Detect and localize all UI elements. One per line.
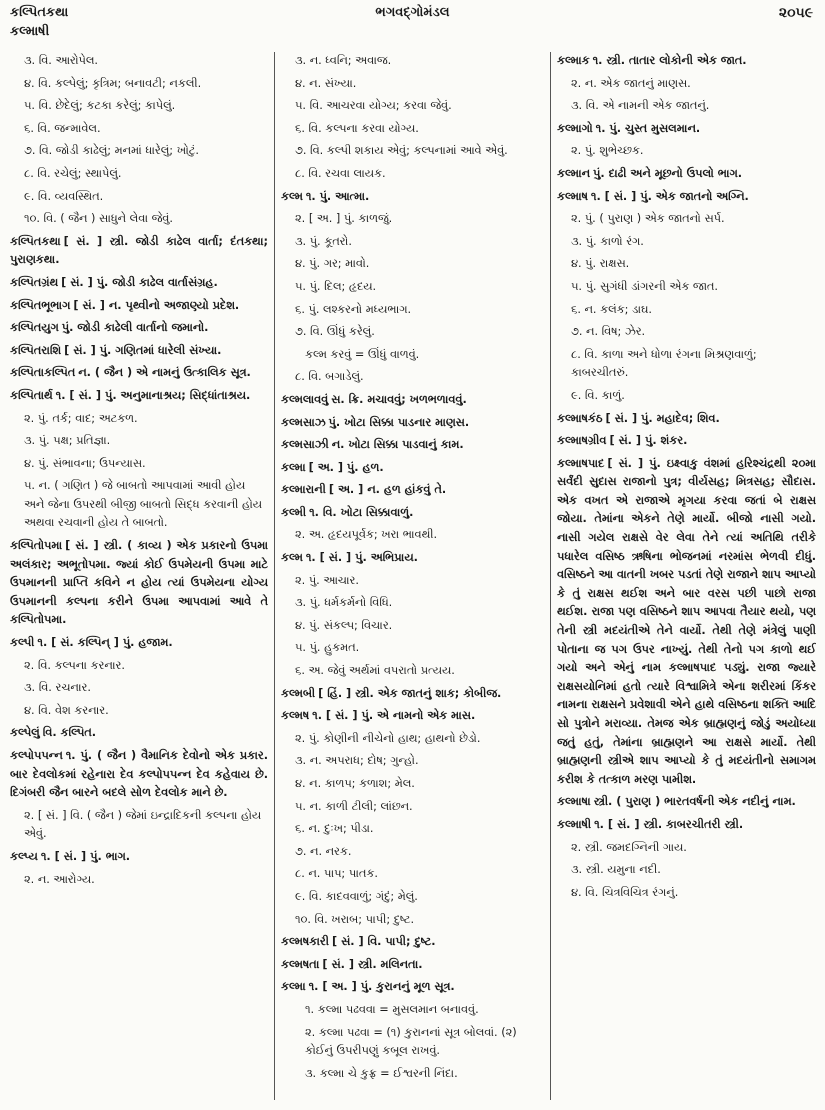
usage-example: કલ્મ કરવું = ઊંધું વાળવું. (305, 347, 420, 361)
sense-line: ૬. પું. લશ્કરનો મધ્યભાગ. (295, 302, 412, 316)
entry-headword: કલ્પિતભૂભાગ (10, 298, 71, 312)
dictionary-entry (10, 747, 268, 803)
sense-line: ૪. વિ. ચિત્રવિચિત્ર રંગનું. (571, 885, 679, 899)
dictionary-entry (10, 297, 268, 316)
column-3 (557, 52, 816, 1102)
dictionary-entry (281, 414, 543, 433)
entry-definition: સ્ત્રી. ( પુરાણ ) ભારતવર્ષની એક નદીનું નામ. (593, 795, 796, 809)
dictionary-entry (557, 188, 816, 207)
sense-line: ૨. પું. ( પુરાણ ) એક જાતનો સર્પ. (571, 212, 725, 226)
column-divider (550, 52, 551, 1100)
dictionary-entry (10, 319, 268, 338)
column-divider (274, 52, 275, 1100)
entry-headword: કલ્પિતરાશિ (10, 343, 62, 357)
dictionary-entry (281, 933, 543, 952)
dictionary-entry (10, 233, 268, 270)
sense-line: ૫. પું. દિલ; હૃદય. (295, 279, 377, 293)
sense-line: ૪. પું. ગર; માવો. (295, 257, 370, 271)
entry-headword: કલ્પી (10, 636, 35, 650)
entry-headword: કલ્માષપાદ (557, 456, 605, 470)
entry-definition: પું. ખોટા સિક્કા પાડનાર માણસ. (328, 415, 470, 429)
entry-definition: પું. દાઢી અને મૂછનો ઉપલો ભાગ. (593, 166, 743, 180)
entry-definition: ૧. પું. આત્મા. (305, 189, 370, 203)
entry-headword: કલ્પિતગ્રંથ (10, 275, 59, 289)
sense-line: ૯. વિ. કાદવવાળું; ગંદું; મેલું. (295, 889, 418, 903)
dictionary-entry (10, 364, 268, 383)
dictionary-entry (557, 120, 816, 139)
sense-line: ૩. પું. પક્ષ; પ્રતિજ્ઞા. (24, 434, 111, 448)
dictionary-entry (281, 685, 543, 704)
sense-line: ૪. પું. સંકલ્પ; વિચાર. (295, 618, 393, 632)
sense-line: ૪. પું. સંભાવના; ઉપન્યાસ. (24, 456, 146, 470)
sense-line: ૨. વિ. કલ્પના કરનાર. (24, 658, 125, 672)
page-header (0, 0, 825, 24)
dictionary-entry (10, 537, 268, 630)
sense-line: ૬. ન. કલંક; ડાઘ. (571, 302, 652, 316)
sense-line: ૪. વિ. વેશ કરનાર. (24, 703, 109, 717)
dictionary-entry (281, 956, 543, 975)
dictionary-entry (10, 724, 268, 743)
entry-definition: ૧. [ સં. ] પું. અનુમાનાશ્રય; સિદ્ધાંતાશ્રય. (55, 388, 251, 402)
sense-line: ૪. વિ. કલ્પેલું; કૃત્રિમ; બનાવટી; નકલી. (24, 76, 202, 90)
entry-definition: ૧. [ સં. ] પું. ભાગ. (40, 849, 131, 863)
entry-headword: કલ્મસાઝ (281, 415, 326, 429)
entry-headword: કલ્પિતોપમા (10, 539, 63, 553)
entry-headword: કલ્માષ (557, 189, 588, 203)
usage-example: ૧. કલ્મા પઢવવા = મુસલમાન બનાવવું. (305, 1002, 479, 1016)
entry-definition: ૧. [ સં. ] સ્ત્રી. કાબરચીતરી સ્ત્રી. (594, 817, 744, 831)
entry-definition: ૧. પું. ચુસ્ત મુસલમાન. (595, 121, 701, 135)
sense-line: ૮. વિ. રચેલું; સ્થાપેલું. (24, 166, 122, 180)
sense-line: ૧૦. વિ. ( જૈન ) સાધુને લેવા જેવું. (24, 212, 173, 226)
entry-headword: કલ્મસાઝી (281, 438, 329, 452)
entry-definition: [ સં. ] ન. પૃથ્વીનો અજાણ્યો પ્રદેશ. (73, 298, 240, 312)
sense-line: ૩. પું. કૂતરો. (295, 234, 352, 248)
sense-line: ૪. ન. સંખ્યા. (295, 76, 357, 90)
header-left-word: કલ્પિતકથા (10, 5, 69, 20)
entry-headword: કલ્મબી (281, 686, 316, 700)
sense-line: ૫. વિ. આચરવા યોગ્ય; કરવા જેવું. (295, 99, 452, 113)
entry-definition: ૧. [ સં. ] પું. એક જાતનો અગ્નિ. (590, 189, 749, 203)
entry-headword: કલ્પિતકથા (10, 234, 61, 248)
sense-line: ૨. ન. આરોગ્ય. (24, 872, 95, 886)
entry-definition: [ અ. ] ન. હળ હાંકવું તે. (328, 483, 447, 497)
entry-headword: કલ્માષી (557, 817, 592, 831)
entry-definition: સ. ક્રિ. મચાવવું; ખળભળાવવું. (331, 392, 467, 406)
sense-line: ૮. વિ. રચવા લાયક. (295, 166, 386, 180)
entry-headword: કલ્મારાની (281, 483, 326, 497)
entry-headword: કલ્મ (281, 189, 303, 203)
entry-definition: [ સં. ] પું. જોડી કાઢેલ વાર્તાસંગ્રહ. (61, 275, 218, 289)
sense-line: ૨. [ સં. ] વિ. ( જૈન ) જેમાં ઇન્દ્રાદિકની કલ્પના હોય એવું. (24, 808, 262, 841)
entry-headword: કલ્મષ (281, 709, 310, 723)
sense-line: ૫. પું. હુકમત. (295, 641, 360, 655)
sense-line: ૬. ન. દુઃખ; પીડા. (295, 822, 374, 836)
dictionary-entry (557, 432, 816, 451)
entry-headword: કલ્મષકારી (281, 935, 329, 949)
entry-headword: કલ્માષગ્રીવ (557, 434, 607, 448)
sense-line: ૩. પું. કાળો રંગ. (571, 234, 644, 248)
entry-headword: કલ્માગો (557, 121, 593, 135)
sense-line: ૩. ન. ધ્વનિ; અવાજ. (295, 54, 392, 67)
guide-word: કલ્માષી (10, 24, 50, 39)
entry-headword: કલ્પેલું (10, 726, 40, 740)
column-2 (281, 52, 543, 1102)
dictionary-entry (10, 342, 268, 361)
entry-definition: [ સં. ] પું. મહાદેવ; શિવ. (605, 411, 720, 425)
entry-headword: કલ્મા (281, 980, 306, 994)
sense-line: ૫. પું. સુગંધી ડાંગરની એક જાત. (571, 279, 718, 293)
entry-definition: ૧. [ સં. ] પું. અભિપ્રાય. (305, 551, 418, 565)
sense-line: ૩. સ્ત્રી. યમુના નદી. (571, 863, 661, 877)
sense-line: ૨. અ. હૃદયપૂર્વક; ખરા ભાવથી. (295, 528, 438, 542)
entry-definition: ન. ખોટા સિક્કા પાડવાનું કામ. (331, 438, 464, 452)
dictionary-entry (281, 978, 543, 997)
entry-definition: [ સં. ] પું. શંકર. (609, 434, 688, 448)
entry-definition: [ અ. ] પું. હળ. (308, 460, 384, 474)
sense-line: ૫. ન. કાળી ટીલી; લાંછન. (295, 799, 413, 813)
entry-headword: કલ્માન (557, 166, 591, 180)
sense-line: ૪. ન. કાળપ; કળાશ; મેલ. (295, 777, 415, 790)
entry-definition: પું. જોડી કાઢેલી વાર્તાનો જમાનો. (61, 321, 209, 335)
entry-definition: ૧. સ્ત્રી. તાતાર લોકોની એક જાત. (592, 54, 747, 67)
sense-line: ૭. ન. નરક. (295, 844, 352, 858)
sense-line: ૨. પું. આચાર. (295, 573, 359, 587)
entry-headword: કલ્પ્ય (10, 849, 38, 863)
sense-line: ૪. પું. રાક્ષસ. (571, 257, 630, 271)
sense-line: ૬. વિ. જન્માવેલ. (24, 121, 101, 135)
dictionary-entry (10, 634, 268, 653)
entry-headword: કલ્માષકંઠ (557, 411, 603, 425)
dictionary-entry (557, 165, 816, 184)
sense-line: ૬. વિ. કલ્પના કરવા યોગ્ય. (295, 121, 419, 135)
sense-line: ૩. વિ. રચનાર. (24, 681, 91, 695)
entry-definition: [ સં. ] પું. ગણિતમાં ધારેલી સંખ્યા. (64, 343, 222, 357)
usage-example: ૩. કલ્મા ચે કુફ્ર = ઈશ્વરની નિંદા. (305, 1066, 458, 1080)
dictionary-entry (557, 455, 816, 790)
sense-line: ૯. વિ. વ્યવસ્થિત. (24, 189, 104, 203)
column-1 (10, 52, 268, 1102)
entry-definition: ૧. વિ. ખોટા સિક્કાવાળું. (309, 505, 414, 519)
sense-line: ૮. વિ. બગાડેલું. (295, 370, 364, 384)
entry-headword: કલ્મ (281, 551, 303, 565)
sense-line: ૩. વિ. એ નામની એક જાતનું. (571, 99, 710, 113)
dictionary-entry (281, 504, 543, 523)
entry-definition: [ સં. ] સ્ત્રી. ( કાવ્ય ) એક પ્રકારનો ઉપમા અલંકાર; અભૂતોપમા. જ્યાં કોઈ ઉપમેયની ઉપમા માટે ઉપમાનની પ્રાપ્તિ કવિને ન હોય ત્યાં ઉપમેયના યોગ્ય ઉપમાનની કલ્પના કરીને ઉપમા આપવામાં આવે તે કલ્પિતોપમા. (10, 539, 268, 627)
entry-headword: કલ્પિતાકલ્પિત (10, 366, 76, 380)
sense-line: ૨. પું. તર્ક; વાદ; અટકળ. (24, 411, 138, 425)
sense-line: ૩. વિ. આરોપેલ. (24, 54, 98, 67)
book-title: ભગવદ્ગોમંડલ (375, 5, 450, 20)
sense-line: ૨. પું. શુભેચ્છક. (571, 144, 644, 158)
entry-definition: ન. ( જૈન ) એ નામનું ઉત્કાલિક સૂત્ર. (78, 366, 251, 380)
page-number: ૨૦૫૯ (778, 5, 813, 21)
sense-line: ૭. વિ. ઊંધું કરેલું. (295, 325, 375, 339)
entry-definition: [ હિં. ] સ્ત્રી. એક જાતનું શાક; કોબીજ. (318, 686, 502, 700)
sense-line: ૮. ન. પાપ; પાતક. (295, 867, 378, 881)
dictionary-entry (10, 848, 268, 867)
entry-definition: વિ. કલ્પિત. (42, 726, 97, 740)
sense-line: ૩. ન. અપરાધ; દોષ; ગુન્હો. (295, 754, 419, 768)
entry-definition: [ સં. ] વિ. પાપી; દુષ્ટ. (331, 935, 436, 949)
usage-example: ૨. કલ્મા પઢવા = (૧) કુરાનનાં સૂત્ર બોલવાં. (૨) કોઈનું ઉપરીપણું કબૂલ રાખવું. (305, 1025, 517, 1058)
dictionary-entry (557, 816, 816, 835)
sense-line: ૨. ન. એક જાતનું માણસ. (571, 76, 691, 90)
entry-definition: ૧. [ સં. કલ્પિન્ ] પું. હજામ. (37, 636, 173, 650)
entry-headword: કલ્માક (557, 54, 590, 67)
entry-definition: [ સં. ] સ્ત્રી. જોડી કાઢેલ વાર્તા; દંતકથા; પુરાણકથા. (10, 234, 268, 267)
dictionary-entry (281, 481, 543, 500)
entry-headword: કલ્પોપપન્ન (10, 749, 63, 762)
sense-line: ૫. ન. ( ગણિત ) જે બાબતો આપવામાં આવી હોય અને જેના ઉપરથી બીજી બાબતો સિદ્ધ કરવાની હોય અથવા રચવાની હોય તે બાબતો. (24, 479, 263, 530)
sense-line: ૯. વિ. કાળું. (571, 388, 625, 402)
sense-line: ૫. વિ. છેદેલું; કટકા કરેલું; કાપેલું. (24, 99, 176, 113)
entry-headword: કલ્મલાવવું (281, 392, 329, 406)
sense-line: ૧૦. વિ. ખરાબ; પાપી; દુષ્ટ. (295, 912, 415, 926)
dictionary-entry (281, 549, 543, 568)
entry-definition: ૧. પું. ( જૈન ) વૈમાનિક દેવોનો એક પ્રકાર. બાર દેવલોકમાં રહેનારા દેવ કલ્પોપપન્ન દેવ કહેવાય છે. દિગંબરી જૈન બારને બદલે સોળ દેવલોક માને છે. (10, 749, 268, 800)
sense-line: ૭. વિ. કલ્પી શકાય એવું; કલ્પનામાં આવે એવું. (295, 144, 508, 158)
dictionary-entry (281, 391, 543, 410)
entry-headword: કલ્મષતા (281, 957, 320, 971)
dictionary-entry (557, 52, 816, 71)
entry-definition: ૧. [ અ. ] પું. કુરાનનું મૂળ સૂત્ર. (308, 980, 455, 994)
entry-headword: કલ્મા (281, 460, 306, 474)
dictionary-entry (281, 188, 543, 207)
sense-line: ૨. [ અ. ] પું. કાળજું. (295, 212, 393, 226)
sense-line: ૨. સ્ત્રી. જમદગ્નિની ગાય. (571, 840, 687, 854)
entry-definition: [ સં. ] પું. ઇક્ષ્વાકુ વંશમાં હરિશ્ચંદ્રથી ૨૦મા સર્વંદી સુદાસ રાજાનો પુત્ર; વીર્યસહ; મિત્રસહ; સૌદાસ. એક વખત એ રાજાએ મૃગયા કરવા જતાં બે રાક્ષસ જોયા. તેમાંના એકને તેણે માર્યો. બીજો નાસી ગયો. નાસી ગયેલ રાક્ષસે વેર લેવા તેને ત્યાં અતિથિ તરીકે પધારેલ વસિષ્ઠ ઋષિના ભોજનમાં નરમાંસ ભેળવી દીધું. વસિષ્ઠને આ વાતની ખબર પડતાં તેણે રાજાને શાપ આપ્યો કે તું રાક્ષસ થઈશ અને બાર વરસ પછી પાછો રાજા થઈશ. રાજા પણ વસિષ્ઠને શાપ આપવા તૈયાર થયો, પણ તેની સ્ત્રી મદયંતીએ તેને વાર્યો. તેથી તેણે મંત્રેલું પાણી પોતાના જ પગ ઉપર નાખ્યું. તેથી તેનો પગ કાળો થઈ ગયો અને એનું નામ કલ્માષપાદ પડ્યું. રાજા જ્યારે રાક્ષસયોનિમાં હતો ત્યારે વિશ્વામિત્રે એના શરીરમાં કિંકર નામના રાક્ષસને પ્રવેશાવી એને હાથે વસિષ્ઠના શક્તિ આદિ સો પુત્રોને મરાવ્યા. તેમજ એક બ્રાહ્મણનું જોડું અયોધ્યા જતું હતું, તેમાંના બ્રાહ્મણને આ રાક્ષસે માર્યો. તેથી બ્રાહ્મણની સ્ત્રીએ શાપ આપ્યો કે તું મદયંતીનો સમાગમ કરીશ કે તત્કાળ મરણ પામીશ. (557, 456, 816, 786)
entry-definition: [ સં. ] સ્ત્રી. મલિનતા. (322, 957, 423, 971)
entry-definition: ૧. [ સં. ] પું. એ નામનો એક માસ. (312, 709, 476, 723)
sense-line: ૨. પું. કોણીની નીચેનો હાથ; હાથનો છેડો. (295, 731, 481, 745)
sense-line: ૮. વિ. કાળા અને ધોળા રંગના મિશ્રણવાળું; કાબરચીતરું. (571, 347, 757, 380)
entry-headword: કલ્માષા (557, 795, 591, 809)
dictionary-entry (557, 410, 816, 429)
entry-headword: કલ્મી (281, 505, 307, 519)
sense-line: ૭. વિ. જોડી કાઢેલું; મનમાં ધારેલું; ખોટું. (24, 144, 199, 158)
dictionary-entry (281, 436, 543, 455)
sense-line: ૬. અ. જેવું અર્થમાં વપરાતો પ્રત્યય. (295, 664, 455, 678)
dictionary-entry (281, 707, 543, 726)
sense-line: ૭. ન. વિષ; ઝેર. (571, 325, 646, 339)
dictionary-entry (557, 793, 816, 812)
dictionary-entry (281, 459, 543, 478)
entry-headword: કલ્પિતયુગ (10, 321, 59, 335)
dictionary-entry (10, 387, 268, 406)
sense-line: ૩. પું. ધર્મકર્મનો વિધિ. (295, 596, 393, 610)
dictionary-entry (10, 274, 268, 293)
entry-headword: કલ્પિતાર્થ (10, 388, 53, 402)
